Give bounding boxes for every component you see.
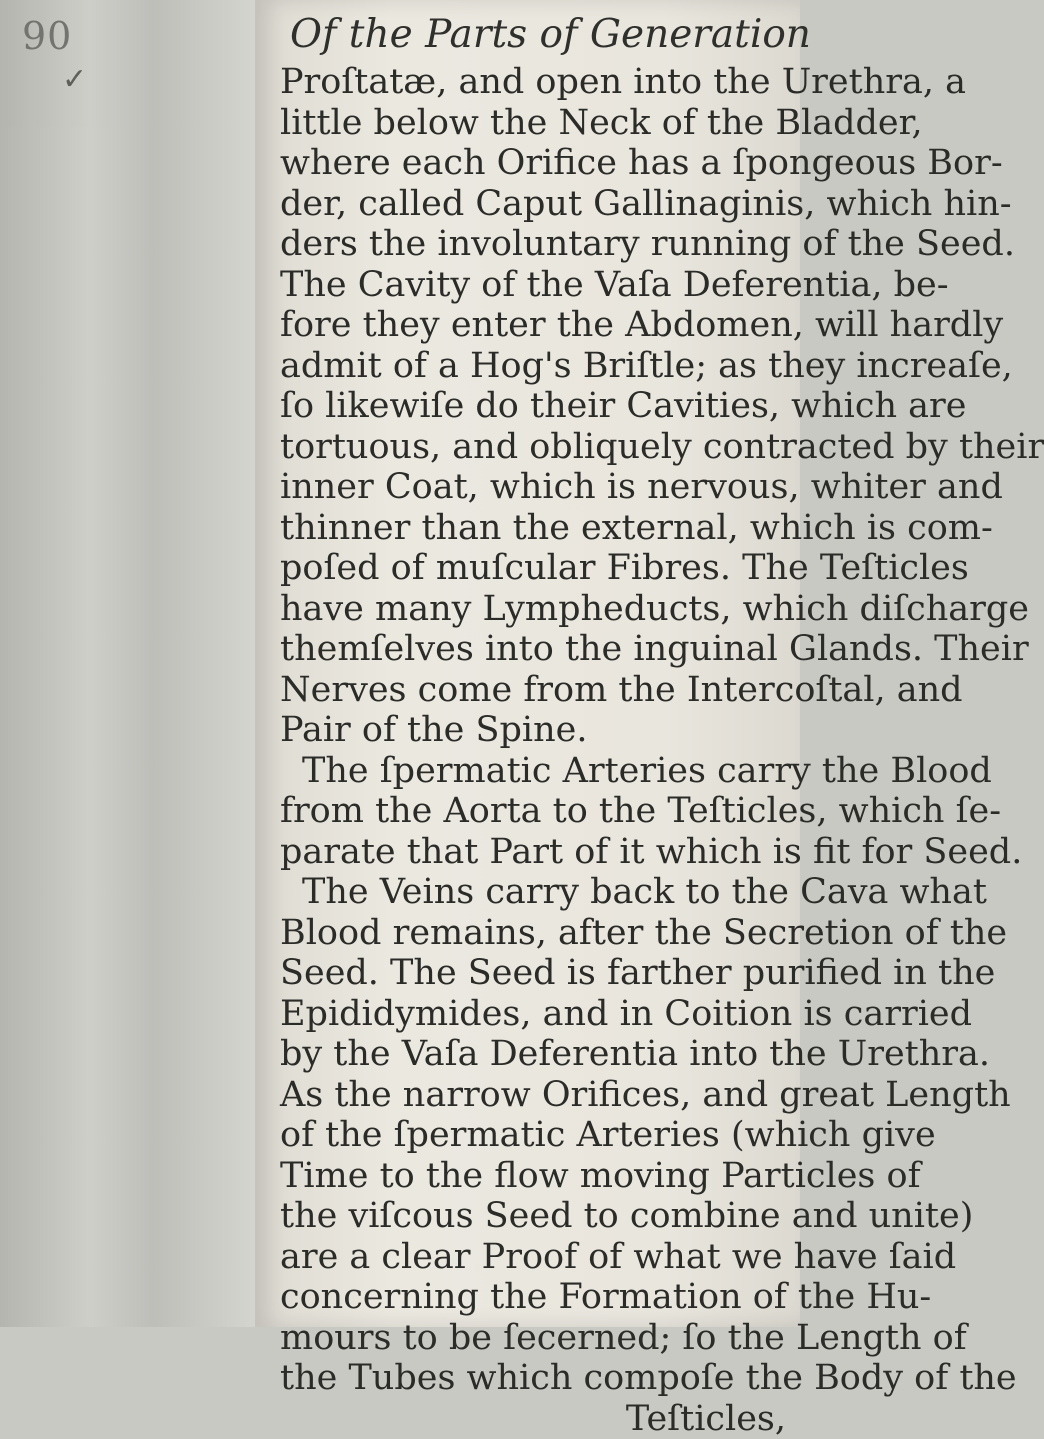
text-line: from the Aorta to the Teſticles, which ſe- bbox=[280, 791, 786, 832]
text-line: concerning the Formation of the Hu- bbox=[280, 1277, 786, 1318]
text-line: little below the Neck of the Bladder, bbox=[280, 103, 786, 144]
text-line: thinner than the external, which is com- bbox=[280, 508, 786, 549]
text-line: tortuous, and obliquely contracted by their bbox=[280, 427, 786, 468]
text-line: As the narrow Orifices, and great Length bbox=[280, 1075, 786, 1116]
text-line: der, called Caput Gallinaginis, which hin- bbox=[280, 184, 786, 225]
text-line: by the Vaſa Deferentia into the Urethra. bbox=[280, 1034, 786, 1075]
text-line: themſelves into the inguinal Glands. Their bbox=[280, 629, 786, 670]
text-line: admit of a Hog's Briſtle; as they increaſe, bbox=[280, 346, 786, 387]
page-number: 90 bbox=[22, 14, 72, 58]
text-line: are a clear Proof of what we have ſaid bbox=[280, 1237, 786, 1278]
margin-mark: ✓ bbox=[62, 62, 87, 97]
text-line: mours to be ſecerned; ſo the Length of bbox=[280, 1318, 786, 1359]
text-line: The ſpermatic Arteries carry the Blood bbox=[280, 751, 786, 792]
text-line: fore they enter the Abdomen, will hardly bbox=[280, 305, 786, 346]
text-line: the viſcous Seed to combine and unite) bbox=[280, 1196, 786, 1237]
text-line: of the ſpermatic Arteries (which give bbox=[280, 1115, 786, 1156]
text-line: The Veins carry back to the Cava what bbox=[280, 872, 786, 913]
running-head: Of the Parts of Generation bbox=[290, 12, 811, 57]
text-line: ders the involuntary running of the Seed. bbox=[280, 224, 786, 265]
text-line: Nerves come from the Intercoſtal, and bbox=[280, 670, 786, 711]
body-text bbox=[280, 62, 786, 1439]
text-line: Blood remains, after the Secretion of the bbox=[280, 913, 786, 954]
text-line: Seed. The Seed is farther purified in the bbox=[280, 953, 786, 994]
text-line: Epididymides, and in Coition is carried bbox=[280, 994, 786, 1035]
text-line: where each Orifice has a ſpongeous Bor- bbox=[280, 143, 786, 184]
text-line: ſo likewiſe do their Cavities, which are bbox=[280, 386, 786, 427]
text-line: Proſtatæ, and open into the Urethra, a bbox=[280, 62, 786, 103]
facing-page-edge bbox=[0, 0, 255, 1327]
text-line: poſed of muſcular Fibres. The Teſticles bbox=[280, 548, 786, 589]
text-line: Pair of the Spine. bbox=[280, 710, 786, 751]
text-line: Teſticles, bbox=[280, 1399, 786, 1439]
text-line: have many Lympheducts, which diſcharge bbox=[280, 589, 786, 630]
text-line: parate that Part of it which is fit for Seed. bbox=[280, 832, 786, 873]
text-line: the Tubes which compoſe the Body of the bbox=[280, 1358, 786, 1399]
text-line: The Cavity of the Vaſa Deferentia, be- bbox=[280, 265, 786, 306]
text-line: inner Coat, which is nervous, whiter and bbox=[280, 467, 786, 508]
text-line: Time to the flow moving Particles of bbox=[280, 1156, 786, 1197]
